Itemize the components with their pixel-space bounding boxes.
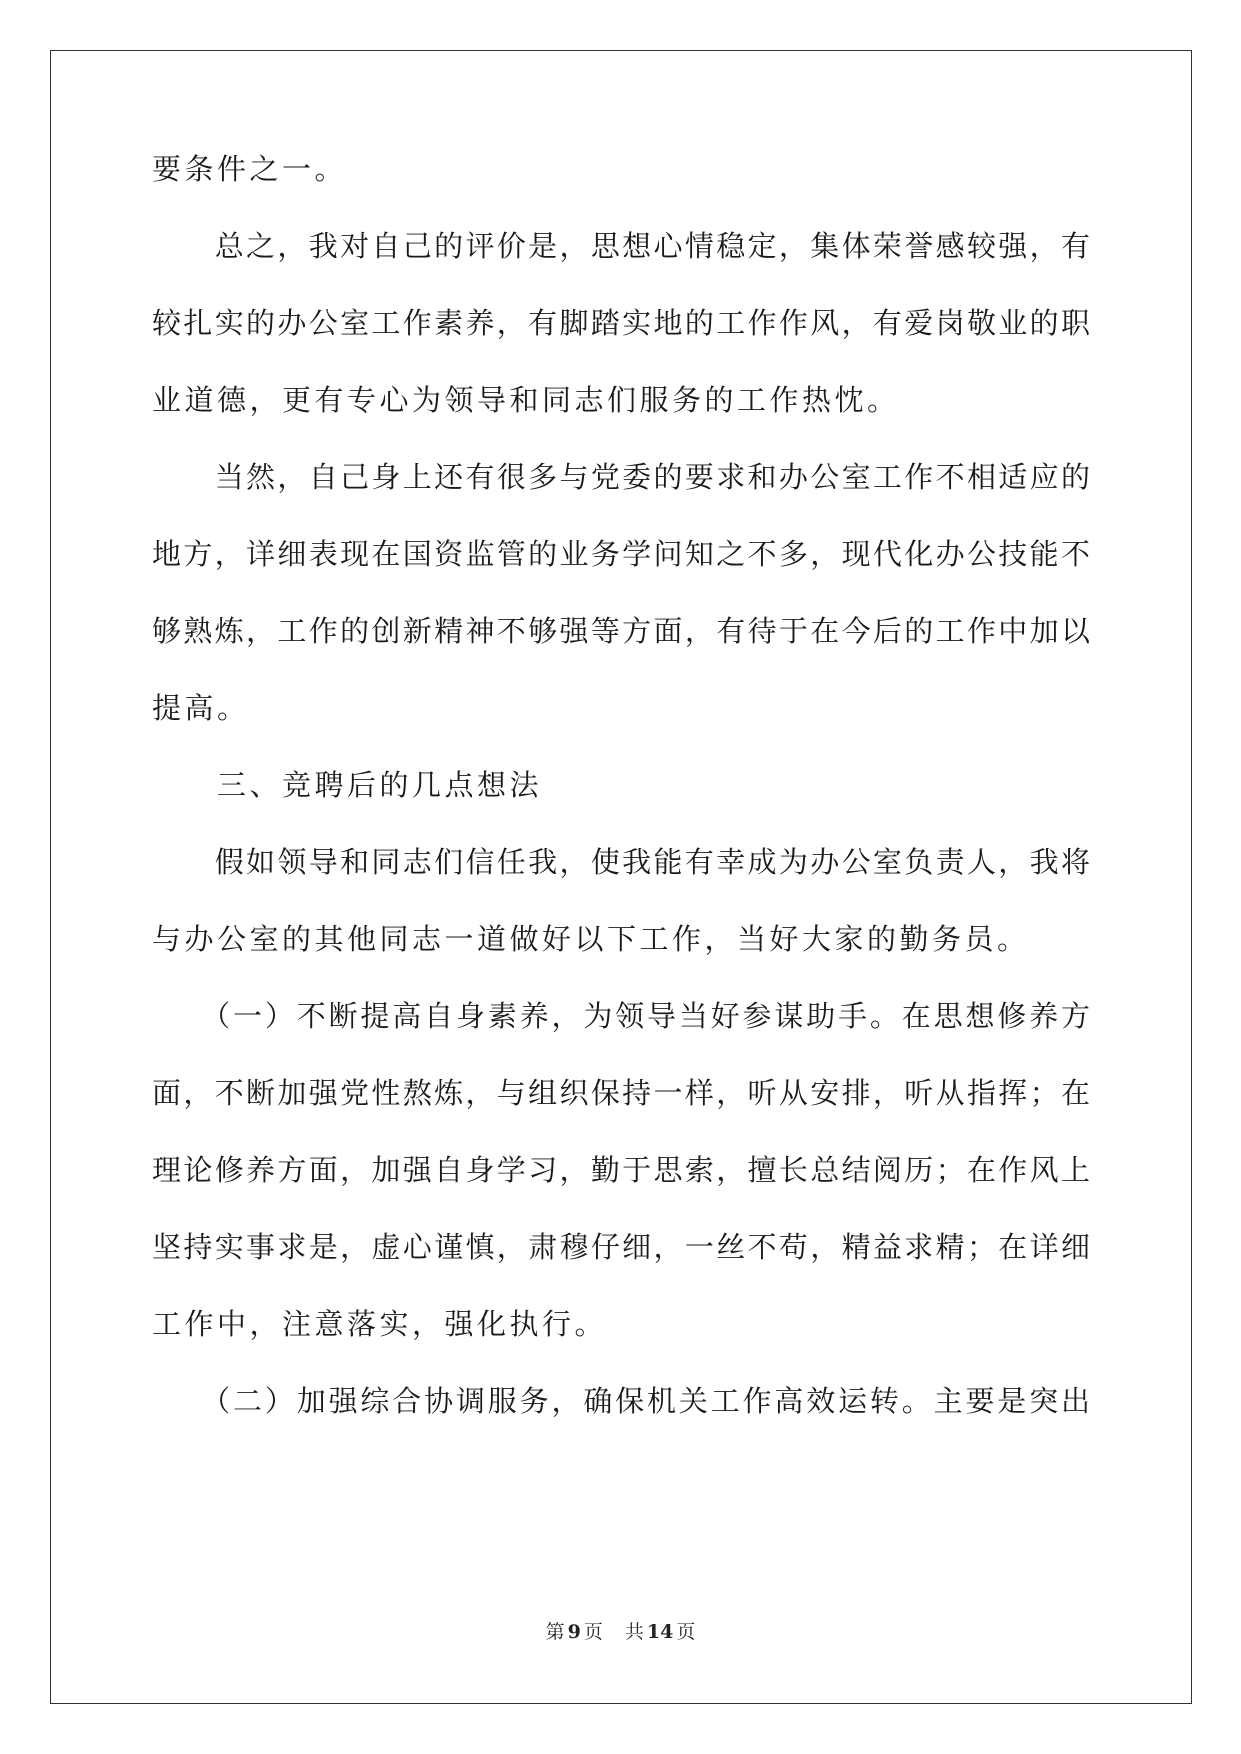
current-page-number: 9 (567, 1621, 581, 1643)
text-line: 够熟炼，工作的创新精神不够强等方面，有待于在今后的工作中加以 (152, 614, 1090, 648)
text-line: （二）加强综合协调服务，确保机关工作高效运转。主要是突出 (152, 1384, 1090, 1418)
total-pages-number: 14 (646, 1621, 674, 1643)
section-heading: 三、竞聘后的几点想法 (152, 768, 543, 802)
text-line: 与办公室的其他同志一道做好以下工作，当好大家的勤务员。 (152, 922, 1030, 956)
footer-prefix: 第 (545, 1621, 565, 1643)
text-line: 提高。 (152, 691, 250, 725)
text-line: 较扎实的办公室工作素养，有脚踏实地的工作作风，有爱岗敬业的职 (152, 306, 1090, 340)
footer-total-prefix: 共 (624, 1621, 644, 1643)
text-line: 面，不断加强党性熬炼，与组织保持一样，听从安排，听从指挥；在 (152, 1076, 1090, 1110)
text-line: 坚持实事求是，虚心谨慎，肃穆仔细，一丝不苟，精益求精；在详细 (152, 1230, 1090, 1264)
text-line: 假如领导和同志们信任我，使我能有幸成为办公室负责人，我将 (152, 845, 1090, 879)
text-line: 要条件之一。 (152, 152, 348, 186)
text-line: 理论修养方面，加强自身学习，勤于思索，擅长总结阅历；在作风上 (152, 1153, 1090, 1187)
text-line: 总之，我对自己的评价是，思想心情稳定，集体荣誉感较强，有 (152, 229, 1090, 263)
text-line: 当然，自己身上还有很多与党委的要求和办公室工作不相适应的 (152, 460, 1090, 494)
text-line: 地方，详细表现在国资监管的业务学问知之不多，现代化办公技能不 (152, 537, 1090, 571)
text-line: 业道德，更有专心为领导和同志们服务的工作热忱。 (152, 383, 900, 417)
text-line: 工作中，注意落实，强化执行。 (152, 1307, 608, 1341)
footer-page-unit: 页 (583, 1621, 603, 1643)
page-footer (0, 1620, 1241, 1644)
footer-total-unit: 页 (676, 1621, 696, 1643)
text-line: （一）不断提高自身素养，为领导当好参谋助手。在思想修养方 (152, 999, 1090, 1033)
